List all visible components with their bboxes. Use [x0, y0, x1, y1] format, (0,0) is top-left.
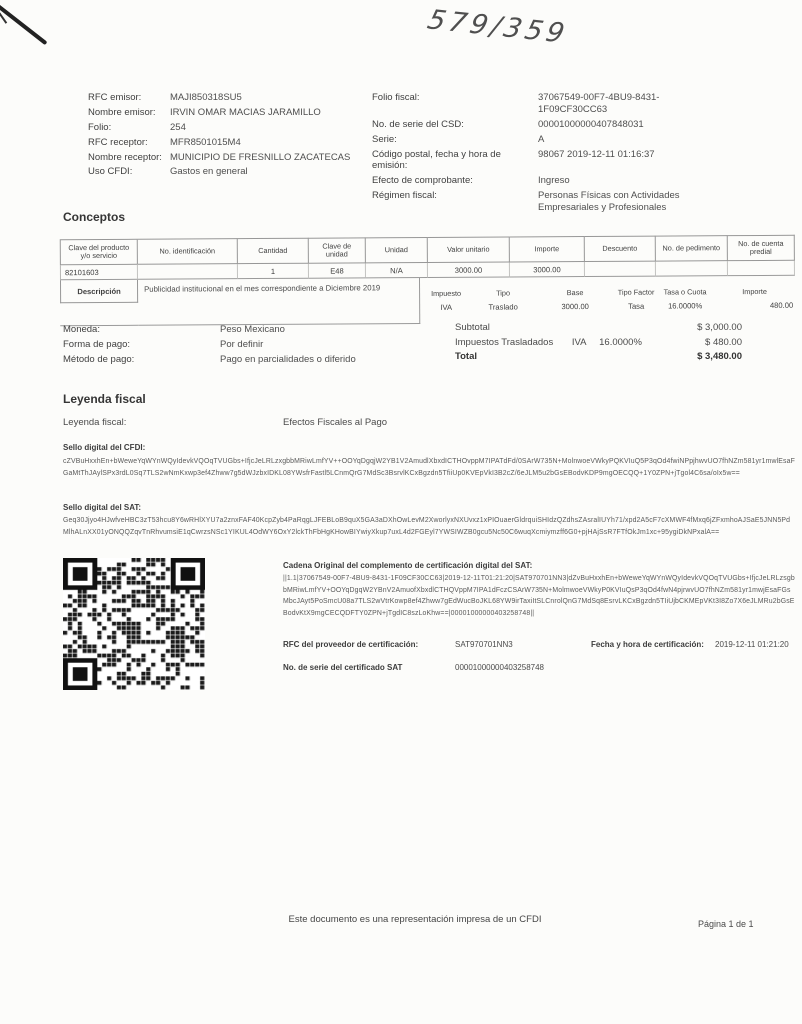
subtotal-label: Subtotal	[455, 322, 490, 333]
subtotal-row	[455, 323, 742, 333]
cadena-text: ||1.1|37067549-00F7-4BU9-8431-1F09CF30CC63|2019-12-11T01:21:20|SAT970701NN3|dZvBuHxxhEn+bWeweYqWYnWQyIdevkVQOqTVUGbs+IfjcJeLRLzsgbbMRiwLmfYV+OOYqDgqW2YBnV2AmuofXbxdlCTHQVppM7IPA1dFczCSArW735N+MolmwoeVWkyP0KVIuQsP3qOd4fwN4pjrwvUO7fhNZm581yr1mwjEsaFGsMbcJAyt5PoSmcU08a7TLS2wVtrKowp8ef4Zhww7gEdWucBoJKL68YW9irTaxiItSLCnrolQnG7MdSq8EsrvLKCxBgzdn5TIiUjbCKMEpVKt3I8Zo7X6eJLMRu2bGsEBodvKtX9mgCECQDFTY0ZPN+jTgdIC8szLoKhw==|00001000000403258748||	[283, 575, 795, 618]
nombre-emisor-label: Nombre emisor:	[88, 106, 156, 118]
tax-cell-tipo: Traslado	[488, 301, 518, 312]
row-uso-cfdi	[88, 166, 393, 178]
cp-fecha-value: 98067 2019-12-11 01:16:37	[538, 148, 655, 160]
sello-sat-label: Sello digital del SAT:	[63, 503, 142, 512]
col-clave-producto: Clave del producto y/o servicio	[60, 239, 138, 265]
fecha-certificacion-value: 2019-12-11 01:21:20	[715, 640, 789, 649]
row-regimen	[372, 190, 797, 214]
row-efecto	[372, 175, 797, 187]
serie-sat-value: 00001000000403258748	[455, 663, 544, 672]
descripcion-row	[60, 276, 795, 326]
col-no-pedimento: No. de pedimento	[656, 235, 728, 261]
total-label: Total	[455, 351, 477, 362]
serie-csd-label: No. de serie del CSD:	[372, 118, 464, 130]
cell-clave-producto: 82101603	[60, 265, 138, 280]
nombre-emisor-value: IRVIN OMAR MACIAS JARAMILLO	[170, 106, 321, 118]
cell-unidad: N/A	[366, 263, 428, 278]
tax-col-tipo-factor: Tipo Factor	[617, 287, 655, 298]
moneda-value: Peso Mexicano	[220, 324, 285, 335]
rfc-receptor-label: RFC receptor:	[88, 136, 148, 148]
leyenda-title: Leyenda fiscal	[63, 392, 146, 406]
uso-cfdi-value: Gastos en general	[170, 166, 248, 178]
serie-sat-label: No. de serie del certificado SAT	[283, 663, 403, 672]
folio-value: 254	[170, 121, 186, 133]
handwritten-folio-note: 579/359	[424, 4, 572, 50]
serie-label: Serie:	[372, 133, 397, 145]
qr-code	[63, 558, 205, 690]
col-unidad: Unidad	[366, 237, 428, 263]
col-clave-unidad: Clave de unidad	[309, 237, 366, 263]
row-cp-fecha	[372, 149, 797, 173]
metodo-pago-label: Método de pago:	[63, 353, 135, 365]
nombre-receptor-label: Nombre receptor:	[88, 151, 162, 163]
row-moneda	[63, 324, 393, 336]
folio-fiscal-label: Folio fiscal:	[372, 92, 420, 103]
totales-block	[455, 323, 742, 367]
forma-pago-label: Forma de pago:	[63, 338, 131, 350]
row-serie	[372, 134, 797, 146]
metodo-pago-value: Pago en parcialidades o diferido	[220, 353, 356, 365]
row-nombre-receptor	[88, 152, 393, 164]
tax-cell-impuesto: IVA	[440, 302, 453, 312]
col-descuento: Descuento	[585, 236, 656, 262]
row-forma-pago	[63, 339, 393, 351]
impuestos-trasladados-row	[455, 338, 742, 348]
impuestos-left	[455, 338, 642, 348]
conceptos-table	[60, 235, 796, 326]
cp-fecha-label: Código postal, fecha y hora de emisión:	[372, 148, 501, 172]
cell-valor-unitario: 3000.00	[428, 262, 510, 278]
impuestos-value: $ 480.00	[705, 336, 742, 348]
col-no-cuenta-predial: No. de cuenta predial	[728, 235, 795, 261]
sello-sat-text: Geq30Jjyo4HJwfveHBC3zT53hcu8Y6wRHlXYU7a2znxFAF40KcpZyb4PaRqgLJFEBLoB9quX5GA3aDXhOwLevM2XworlyxNXUvxz1xPIOuaerGldrquiSHIdzQZdhsZAsralIUYh71/xpd2A5cF7cXMWF4fMxq6jZFxmhoAJSaE5JNN5PdMlhALnXX01yONQQZqvTnRhvumsiE1qCwrzsNSc1YIKUL4OdWY6OxY2lckThFbHgKHowBIYwiyXkup7uxL4d2FGEyl7YWSIWZB0gcu5Nc50C6wuqXcmiymzff6G0+pjHAjSsR7FTfOkJm1xc+95ygiDkNPxalA==	[63, 517, 791, 536]
tax-col-importe: Importe	[742, 287, 767, 297]
sello-cfdi-text: cZVBuHxxhEn+bWeweYqWYnWQyIdevkVQOqTVUGbs+IfjcJeLRLzxgbbMRiwLmfYV++OOYqDgqjW2YB1V2AmudlXbxdICTHOvppM7IPATdFd/0SArW735N+MolnwoeVWkyPQKVIuQ5P3qOd4fwiNPpjhwvUO7fhNZm581yr1mwlEsaFGaMtThJAylSPx3rdL0Sq7TLS2wNmKxwp3ef4Zhww7g5dWJzbxIDKL08YWsfrFastl5LCnmQrG7MdSc3BsrvlKCxBgzdn5TfiiUp0KVEpVkI3B2cZ/6eJLM5u2bGsEBodvKDP9mgOECQQ+1Y0ZPN+jTgol4C6sa/oIx5w==	[63, 458, 795, 477]
serie-csd-value: 00001000000407848031	[538, 118, 644, 130]
folio-fiscal-value: 37067549-00F7-4BU9-8431-1F09CF30CC63	[538, 92, 660, 115]
nombre-receptor-value: MUNICIPIO DE FRESNILLO ZACATECAS	[170, 151, 351, 163]
tax-col-base: Base	[566, 288, 584, 298]
descripcion-label: Descripción	[60, 280, 138, 303]
total-value: $ 3,480.00	[697, 351, 742, 362]
comprobante-block	[372, 92, 797, 214]
cell-no-pedimento	[656, 261, 728, 276]
col-no-identificacion: No. identificación	[138, 238, 238, 265]
folio-label: Folio:	[88, 121, 112, 133]
descripcion-text: Publicidad institucional en el mes correspondiente a Diciembre 2019	[138, 278, 420, 326]
tax-col-impuesto: Impuesto	[431, 289, 462, 299]
row-rfc-emisor	[88, 92, 393, 104]
rfc-proveedor-row	[283, 640, 795, 649]
efecto-label: Efecto de comprobante:	[372, 175, 473, 187]
leyenda-value: Efectos Fiscales al Pago	[283, 417, 388, 428]
rfc-proveedor-value: SAT970701NN3	[455, 640, 513, 649]
tax-cell-tipo-factor: Tasa	[628, 301, 645, 311]
serie-sat-row	[283, 663, 795, 672]
cell-cantidad: 1	[238, 264, 309, 279]
col-importe: Importe	[510, 236, 585, 262]
pago-block	[63, 324, 393, 366]
efecto-value: Ingreso	[538, 175, 570, 187]
conceptos-title: Conceptos	[63, 210, 126, 224]
rfc-proveedor-label: RFC del proveedor de certificación:	[283, 640, 419, 649]
cell-clave-unidad: E48	[309, 263, 366, 278]
tax-col-tipo: Tipo	[496, 288, 511, 298]
row-serie-csd	[372, 119, 797, 131]
col-cantidad: Cantidad	[238, 238, 309, 264]
leyenda-row	[63, 417, 663, 428]
cell-importe: 3000.00	[510, 262, 585, 277]
cadena-label: Cadena Original del complemento de certificación digital del SAT:	[283, 561, 533, 570]
rfc-emisor-label: RFC emisor:	[88, 92, 142, 103]
tax-col-tasa-cuota: Tasa o Cuota	[663, 287, 707, 297]
cell-no-cuenta-predial	[728, 261, 795, 276]
regimen-value: Personas Físicas con Actividades Empresariales y Profesionales	[538, 190, 680, 213]
row-metodo-pago	[63, 354, 393, 366]
total-row	[455, 352, 742, 362]
moneda-label: Moneda:	[63, 324, 100, 335]
subtotal-value: $ 3,000.00	[697, 322, 742, 333]
rfc-receptor-value: MFR8501015M4	[170, 136, 241, 148]
descripcion-label-cell	[60, 280, 138, 326]
serie-value: A	[538, 133, 545, 145]
sello-cfdi-label: Sello digital del CFDI:	[63, 443, 146, 452]
impuestos-header-row	[420, 279, 795, 299]
impuestos-data-row	[420, 297, 795, 315]
row-folio-fiscal	[372, 92, 797, 116]
rfc-emisor-value: MAJI850318SU5	[170, 92, 242, 103]
fecha-certificacion-label: Fecha y hora de certificación:	[591, 640, 704, 649]
col-valor-unitario: Valor unitario	[428, 236, 510, 263]
cell-descuento	[585, 262, 656, 277]
row-rfc-receptor	[88, 137, 393, 149]
tax-cell-base: 3000.00	[561, 301, 589, 311]
footer-note: Este documento es una representación impresa de un CFDI	[288, 914, 542, 925]
row-nombre-emisor	[88, 107, 393, 119]
emisor-block	[88, 92, 393, 178]
impuestos-label: Impuestos Trasladados	[455, 336, 554, 348]
impuestos-subtable	[420, 276, 795, 324]
footer-page-number: Página 1 de 1	[698, 919, 754, 929]
tax-cell-importe: 480.00	[769, 300, 794, 310]
uso-cfdi-label: Uso CFDI:	[88, 166, 133, 178]
impuestos-impuesto: IVA	[571, 336, 587, 348]
impuestos-tasa: 16.0000%	[599, 336, 642, 348]
row-folio	[88, 122, 393, 134]
cell-no-identificacion	[138, 264, 238, 280]
tax-cell-tasa-cuota: 16.0000%	[668, 300, 703, 311]
leyenda-label: Leyenda fiscal:	[63, 417, 127, 428]
forma-pago-value: Por definir	[220, 338, 264, 350]
regimen-label: Régimen fiscal:	[372, 190, 437, 202]
